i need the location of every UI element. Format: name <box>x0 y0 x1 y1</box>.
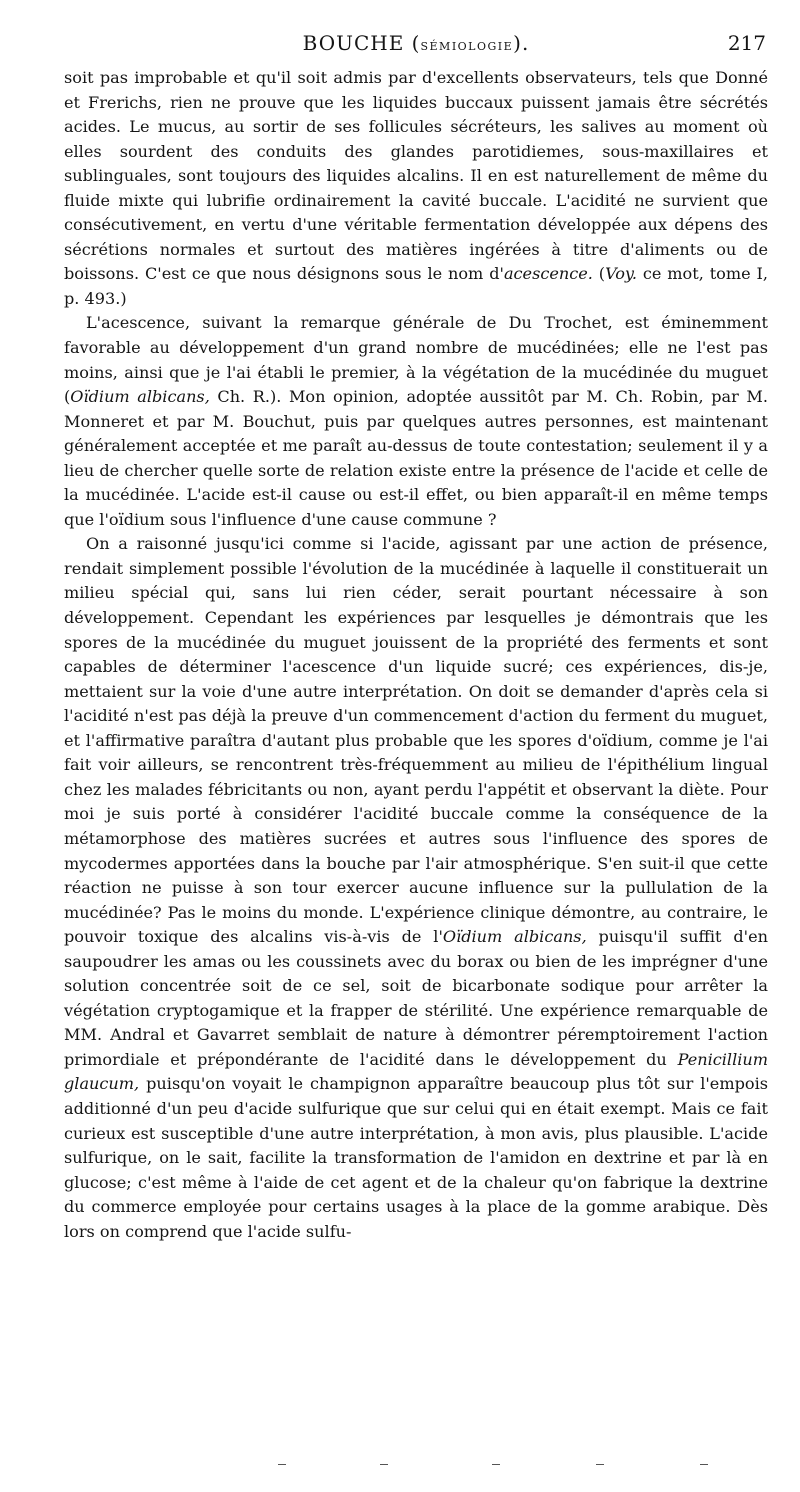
italic-run: Oïdium albicans, <box>70 387 210 407</box>
italic-run: Voy. <box>605 264 637 284</box>
running-title-open: ( <box>404 31 421 55</box>
footer-mark <box>278 1464 286 1465</box>
footer-mark <box>700 1464 708 1465</box>
running-title-subject: sémiologie <box>420 36 514 54</box>
paragraph-2 <box>64 311 768 532</box>
text-run: L'acescence, suivant la remarque générale de Du Trochet, est éminemment favorable au développement d'un grand nombre de mucédinées; elle ne l'est pas moins, ainsi que je l'ai établi le premier, à la végétation de la mucédinée du muguet ( <box>64 313 768 407</box>
running-title-main: BOUCHE <box>302 31 405 55</box>
italic-run: Penicillium glaucum, <box>64 1049 768 1094</box>
footer-marks <box>0 1460 800 1470</box>
text-run: Ch. R.). Mon opinion, adoptée aussitôt par M. Ch. Robin, par M. Monneret et par M. Bouchut, puis par quelques autres personnes, est maintenant généralement acceptée et me paraît au-dessus de toute contestation; seulement il y a lieu de chercher quelle sorte de relation existe entre la présence de l'acide et celle de la mucédinée. L'acide est-il cause ou est-il effet, ou bien apparaît-il en même temps que l'oïdium sous l'influence d'une cause commune ? <box>64 387 768 529</box>
footer-mark <box>380 1464 388 1465</box>
running-head <box>66 30 766 56</box>
running-title <box>66 30 766 58</box>
italic-run: acescence. <box>503 264 593 284</box>
italic-run: Oïdium albicans, <box>442 927 587 947</box>
footer-mark <box>596 1464 604 1465</box>
text-run: ( <box>592 264 606 284</box>
text-run: puisqu'on voyait le champignon apparaître beaucoup plus tôt sur l'empois additionné d'un peu d'acide sulfurique que sur celui qui en était exempt. Mais ce fait curieux est susceptible d'une autre interprétation, à mon avis, plus plausible. L'acide sulfurique, on le sait, facilite la transformation de l'amidon en dextrine et par là en glucose; c'est même à l'aide de cet agent et de la chaleur qu'on fabrique la dextrine du commerce employée pour certains usages à la place de la gomme arabique. Dès lors on comprend que l'acide sulfu- <box>64 1074 768 1241</box>
text-run: ce mot, tome I, p. 493.) <box>64 264 768 308</box>
paragraph-1 <box>64 66 768 311</box>
paragraph-3 <box>64 532 768 1244</box>
text-run: soit pas improbable et qu'il soit admis par d'excellents observateurs, tels que Donné et Frerichs, rien ne prouve que les liquides buccaux puissent jamais être sécrétés acides. Le mucus, au sortir de ses follicules sécréteurs, les salives au moment où elles sourdent des conduits des glandes parotidiemes, sous-maxillaires et sublinguales, sont toujours des liquides alcalins. Il en est naturellement de même du fluide mixte qui lubrifie ordinairement la cavité buccale. L'acidité ne survient que consécutivement, en vertu d'une véritable fermentation développée aux dépens des sécrétions normales et surtout des matières ingérées à titre d'aliments ou de boissons. C'est ce que nous désignons sous le nom d' <box>64 68 768 284</box>
running-title-close: ). <box>513 31 530 55</box>
text-run: puisqu'il suffit d'en saupoudrer les amas ou les coussinets avec du borax ou bien de les imprégner d'une solution concentrée soit de ce sel, soit de bicarbonate sodique pour arrêter la végétation cryptogamique et la frapper de stérilité. Une expérience remarquable de MM. Andral et Gavarret semblait de nature à démontrer péremptoirement l'action primordiale et prépondérante de l'acidité dans le développement du <box>64 927 768 1069</box>
page-number: 217 <box>727 31 766 55</box>
text-run: On a raisonné jusqu'ici comme si l'acide, agissant par une action de présence, rendait simplement possible l'évolution de la mucédinée à laquelle il constituerait un milieu spécial qui, sans lui rien céder, serait pourtant nécessaire à son développement. Cependant les expériences par lesquelles je démontrais que les spores de la mucédinée du muguet jouissent de la propriété des ferments et sont capables de déterminer l'acescence d'un liquide sucré; ces expériences, dis-je, mettaient sur la voie d'une autre interprétation. On doit se demander d'après cela si l'acidité n'est pas déjà la preuve d'un commencement d'action du ferment du muguet, et l'affirmative paraîtra d'autant plus probable que les spores d'oïdium, comme je l'ai fait voir ailleurs, se rencontrent très-fréquemment au milieu de l'épithélium lingual chez les malades fébricitants ou non, ayant perdu l'appétit et observant la diète. Pour moi je suis porté à considérer l'acidité buccale comme la conséquence de la métamorphose des matières sucrées et autres sous l'influence des spores de mycodermes apportées dans la bouche par l'air atmosphérique. S'en suit-il que cette réaction ne puisse à son tour exercer aucune influence sur la pullulation de la mucédinée? Pas le moins du monde. L'expérience clinique démontre, au contraire, le pouvoir toxique des alcalins vis-à-vis de l' <box>64 534 768 947</box>
footer-mark <box>492 1464 500 1465</box>
body-text <box>64 66 768 1244</box>
